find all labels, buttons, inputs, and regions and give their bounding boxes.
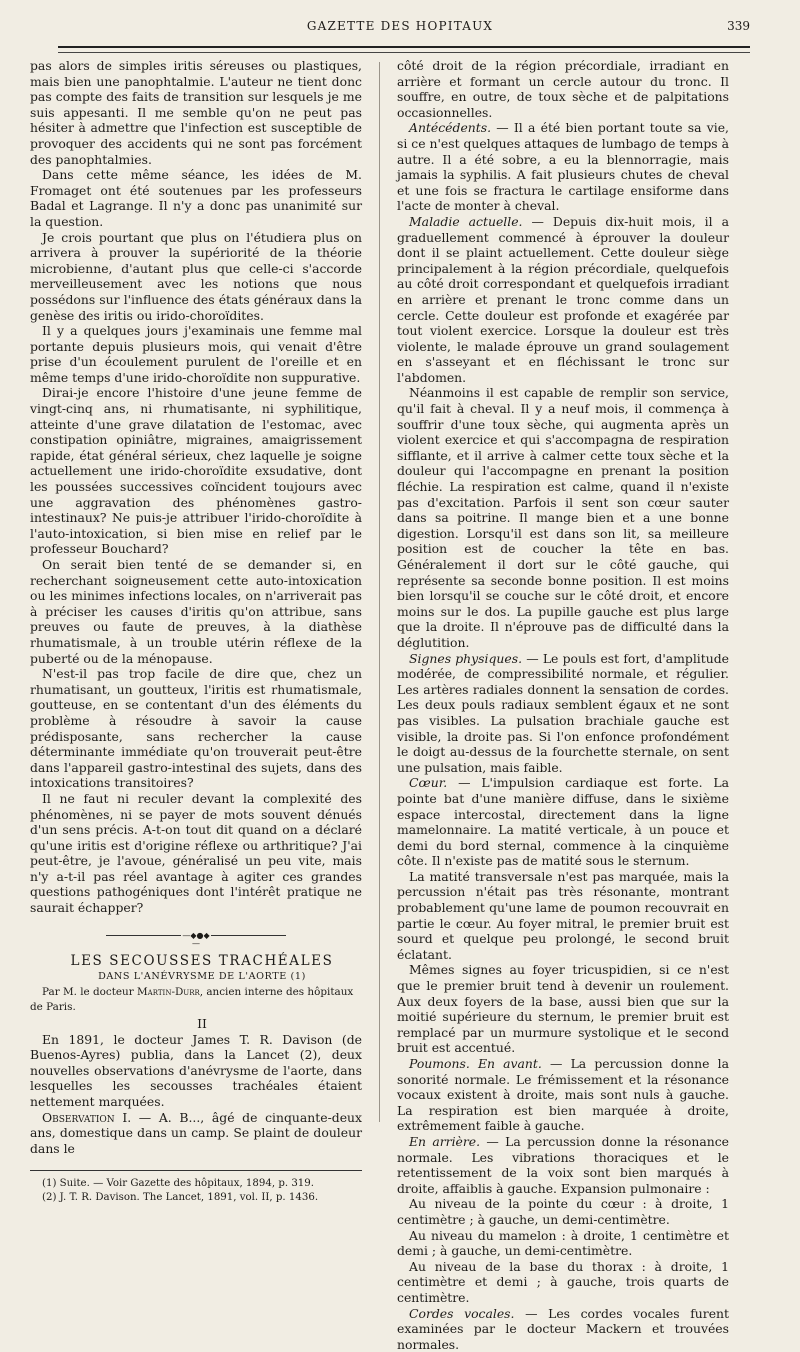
paragraph: En 1891, le docteur James T. R. Davison (de Buenos-Ayres) publia, dans la Lancet (2), deux nouvelles observations d'anévrysme de l'aorte, dans lesquelles les secousses trachéales étaient nettement marquées. [30,1032,362,1110]
right-column [397,58,729,1352]
footnote-rule [30,1170,362,1171]
observation-text: — A. B..., âgé de cinquante-deux ans, domestique dans un camp. Se plaint de douleur dans le [30,1110,362,1156]
paragraph: Au niveau de la base du thorax : à droite, 1 centimètre et demi ; à gauche, trois quarts de centimètre. [397,1259,729,1306]
paragraph-lead: Signes physiques. [409,651,522,666]
paragraph-text: — L'impulsion cardiaque est forte. La pointe bat d'une manière diffuse, dans le sixième espace intercostal, directement dans la ligne mamelonnaire. La matité verticale, à un pouce et demi du bord sternal, commence à la cinquième côte. Il n'existe pas de matité sous le sternum. [397,775,729,868]
paragraph-text: — La percussion donne la sonorité normale. Le frémissement et la résonance vocaux existent à droite, mais sont nuls à gauche. La respiration est bien marquée à droite, extrêmement faible à gauche. [397,1056,729,1133]
author-name: Martin-Durr [137,986,200,998]
header-rule-thick [58,46,750,48]
paragraph: Dans cette même séance, les idées de M. Fromaget ont été soutenues par les professeurs Badal et Lagrange. Il n'y a donc pas unanimité sur la question. [30,167,362,229]
paragraph-lead: En arrière. [409,1134,480,1149]
paragraph-text: — Depuis dix-huit mois, il a graduellement commencé à éprouver la douleur dont il se plaint actuellement. Cette douleur siège principalement à la région précordiale, quelquefois au côté droit correspondant et quelquefois irradiant en arrière et prenant le tronc comme dans un cercle. Cette douleur est profonde et exagérée par tout violent exercice. Lorsque la douleur est très violente, le malade éprouve un grand soulagement en s'asseyant et en fléchissant le tronc sur l'abdomen. [397,214,729,385]
paragraph: Mêmes signes au foyer tricuspidien, si ce n'est que le premier bruit tend à devenir un roulement. Aux deux foyers de la base, aussi bien que sur la moitié supérieure du sternum, le premier bruit est remplacé par un murmure systolique et le second bruit est accentué. [397,962,729,1056]
separator-ornament: —◆●◆— [181,932,211,940]
paragraph: On serait bien tenté de se demander si, en recherchant soigneusement cette auto-intoxication ou les minimes infections locales, on n'arriverait pas à préciser les causes d'iritis qu'on attribue, sans preuves ou faute de preuves, à la diathèse rhumatismale, à un trouble utérin réflexe de la puberté ou de la ménopause. [30,557,362,666]
paragraph-text: — La percussion donne la résonance normale. Les vibrations thoraciques et le retentissement de la voix sont bien marqués à droite, affaiblis à gauche. Expansion pulmonaire : [397,1134,729,1196]
paragraph-lead: Poumons. En avant. [409,1056,542,1071]
article-title: LES SECOUSSES TRACHÉALES [30,954,362,970]
page-number: 339 [727,19,750,33]
paragraph [397,651,729,776]
author-suffix: , ancien interne des hôpitaux de Paris. [30,986,353,1014]
paragraph: Dirai-je encore l'histoire d'une jeune femme de vingt-cinq ans, ni rhumatisante, ni syphilitique, atteinte d'une grave dilatation de l'estomac, avec constipation opiniâtre, migraines, amaigrissement rapide, état général sérieux, chez laquelle je soigne actuellement une irido-choroïdite exsudative, dont les poussées successives coïncident toujours avec une aggravation des phénomènes gastro-intestinaux? Ne puis-je attribuer l'irido-choroïdite à l'auto-intoxication, si bien mise en relief par le professeur Bouchard? [30,385,362,557]
paragraph [397,1134,729,1196]
running-title: GAZETTE DES HOPITAUX [0,19,800,33]
paragraph-text: — Il a été bien portant toute sa vie, si ce n'est quelques attaques de lumbago de temps à autre. Il a été sobre, a eu la blennorragie, mais jamais la syphilis. A fait plusieurs chutes de cheval et une fois se fractura le cartilage ensiforme dans l'acte de monter à cheval. [397,120,729,213]
header-rule-thin [58,52,750,53]
paragraph [397,120,729,214]
paragraph: pas alors de simples iritis séreuses ou plastiques, mais bien une panophtalmie. L'auteur ne tient donc pas compte des faits de transition sur lesquels je me suis appesanti. Il me semble qu'on ne peut pas hésiter à admettre que l'infection est susceptible de provoquer des accidents qui ne sont pas forcément des panophtalmies. [30,58,362,167]
paragraph: La matité transversale n'est pas marquée, mais la percussion n'était pas très résonante, montrant probablement qu'une lame de poumon recouvrait en partie le cœur. Au foyer mitral, le premier bruit est sourd et quelque peu prolongé, le second bruit éclatant. [397,869,729,963]
paragraph [397,214,729,386]
paragraph-lead: Cordes vocales. [409,1306,514,1321]
paragraph: Au niveau de la pointe du cœur : à droite, 1 centimètre ; à gauche, un demi-centimètre. [397,1196,729,1227]
column-divider [379,62,380,1122]
paragraph-lead: Maladie actuelle. [409,214,522,229]
paragraph: Au niveau du mamelon : à droite, 1 centimètre et demi ; à gauche, un demi-centimètre. [397,1228,729,1259]
paragraph: Il ne faut ni reculer devant la complexité des phénomènes, ni se payer de mots souvent dénués d'un sens précis. A-t-on tout dit quand on a déclaré qu'une iritis est d'origine réflexe ou arthritique? J'ai peut-être, je l'avoue, généralisé un peu vite, mais n'y a-t-il pas réel avantage à agiter ces grandes questions pathogéniques dont l'intérêt pratique ne saurait échapper? [30,791,362,916]
paragraph-text: — Le pouls est fort, d'amplitude modérée, de compressibilité normale, et régulier. Les artères radiales donnent la sensation de cordes. Les deux pouls radiaux semblent égaux et ne sont pas visibles. La pulsation brachiale gauche est visible, la droite pas. Si l'on enfonce profondément le doigt au-dessus de la fourchette sternale, on sent une pulsation, mais faible. [397,651,729,775]
left-column [30,58,362,1205]
article-author-line [30,985,362,1016]
paragraph [397,1056,729,1134]
paragraph: N'est-il pas trop facile de dire que, chez un rhumatisant, un goutteux, l'iritis est rhumatismale, goutteuse, en se contentant d'un des éléments du problème à résoudre à savoir la cause prédisposante, sans rechercher la cause déterminante immédiate qu'on trouverait peut-être dans l'appareil gastro-intestinal des sujets, dans des intoxications transitoires? [30,666,362,791]
observation-label: Observation I. [42,1110,131,1125]
paragraph-text: — Les cordes vocales furent examinées par le docteur Mackern et trouvées normales. [397,1306,729,1352]
section-numeral: II [30,1016,362,1032]
paragraph [397,775,729,869]
paragraph-lead: Cœur. [409,775,447,790]
author-prefix: Par M. le docteur [42,986,134,998]
paragraph: côté droit de la région précordiale, irradiant en arrière et formant un cercle autour du tronc. Il souffre, en outre, de toux sèche et de palpitations occasionnelles. [397,58,729,120]
paragraph: Il y a quelques jours j'examinais une femme mal portante depuis plusieurs mois, qui venait d'être prise d'un écoulement purulent de l'oreille et en même temps d'une irido-choroïdite non suppurative. [30,323,362,385]
article-subtitle: DANS L'ANÉVRYSME DE L'AORTE (1) [30,969,362,985]
paragraph-lead: Antécédents. [409,120,491,135]
ornamental-separator [106,932,286,940]
paragraph: Néanmoins il est capable de remplir son service, qu'il fait à cheval. Il y a neuf mois, il commença à souffrir d'une toux sèche, qui augmenta après un violent exercice et qui s'accompagna de respiration sifflante, et il arrive à calmer cette toux sèche et la douleur qui l'accompagne en prenant la position fléchie. La respiration est calme, quand il n'existe pas d'excitation. Parfois il sent son cœur sauter dans sa poitrine. Il mange bien et a une bonne digestion. Lorsqu'il est dans son lit, sa meilleure position est de coucher la tête en bas. Généralement il dort sur le côté gauche, qui représente sa seconde bonne position. Il est moins bien lorsqu'il se couche sur le côté droit, et encore moins sur le dos. La pupille gauche est plus large que la droite. Il n'éprouve pas de difficulté dans la déglutition. [397,385,729,650]
footnote: (2) J. T. R. Davison. The Lancet, 1891, vol. II, p. 1436. [30,1191,362,1205]
paragraph: Je crois pourtant que plus on l'étudiera plus on arrivera à prouver la supériorité de la théorie microbienne, d'autant plus que celle-ci s'accorde merveilleusement avec les notions que nous possédons sur l'influence des états généraux dans la genèse des iritis ou irido-choroïdites. [30,230,362,324]
paragraph [397,1306,729,1352]
observation-paragraph [30,1110,362,1157]
footnote: (1) Suite. — Voir Gazette des hôpitaux, 1894, p. 319. [30,1177,362,1191]
